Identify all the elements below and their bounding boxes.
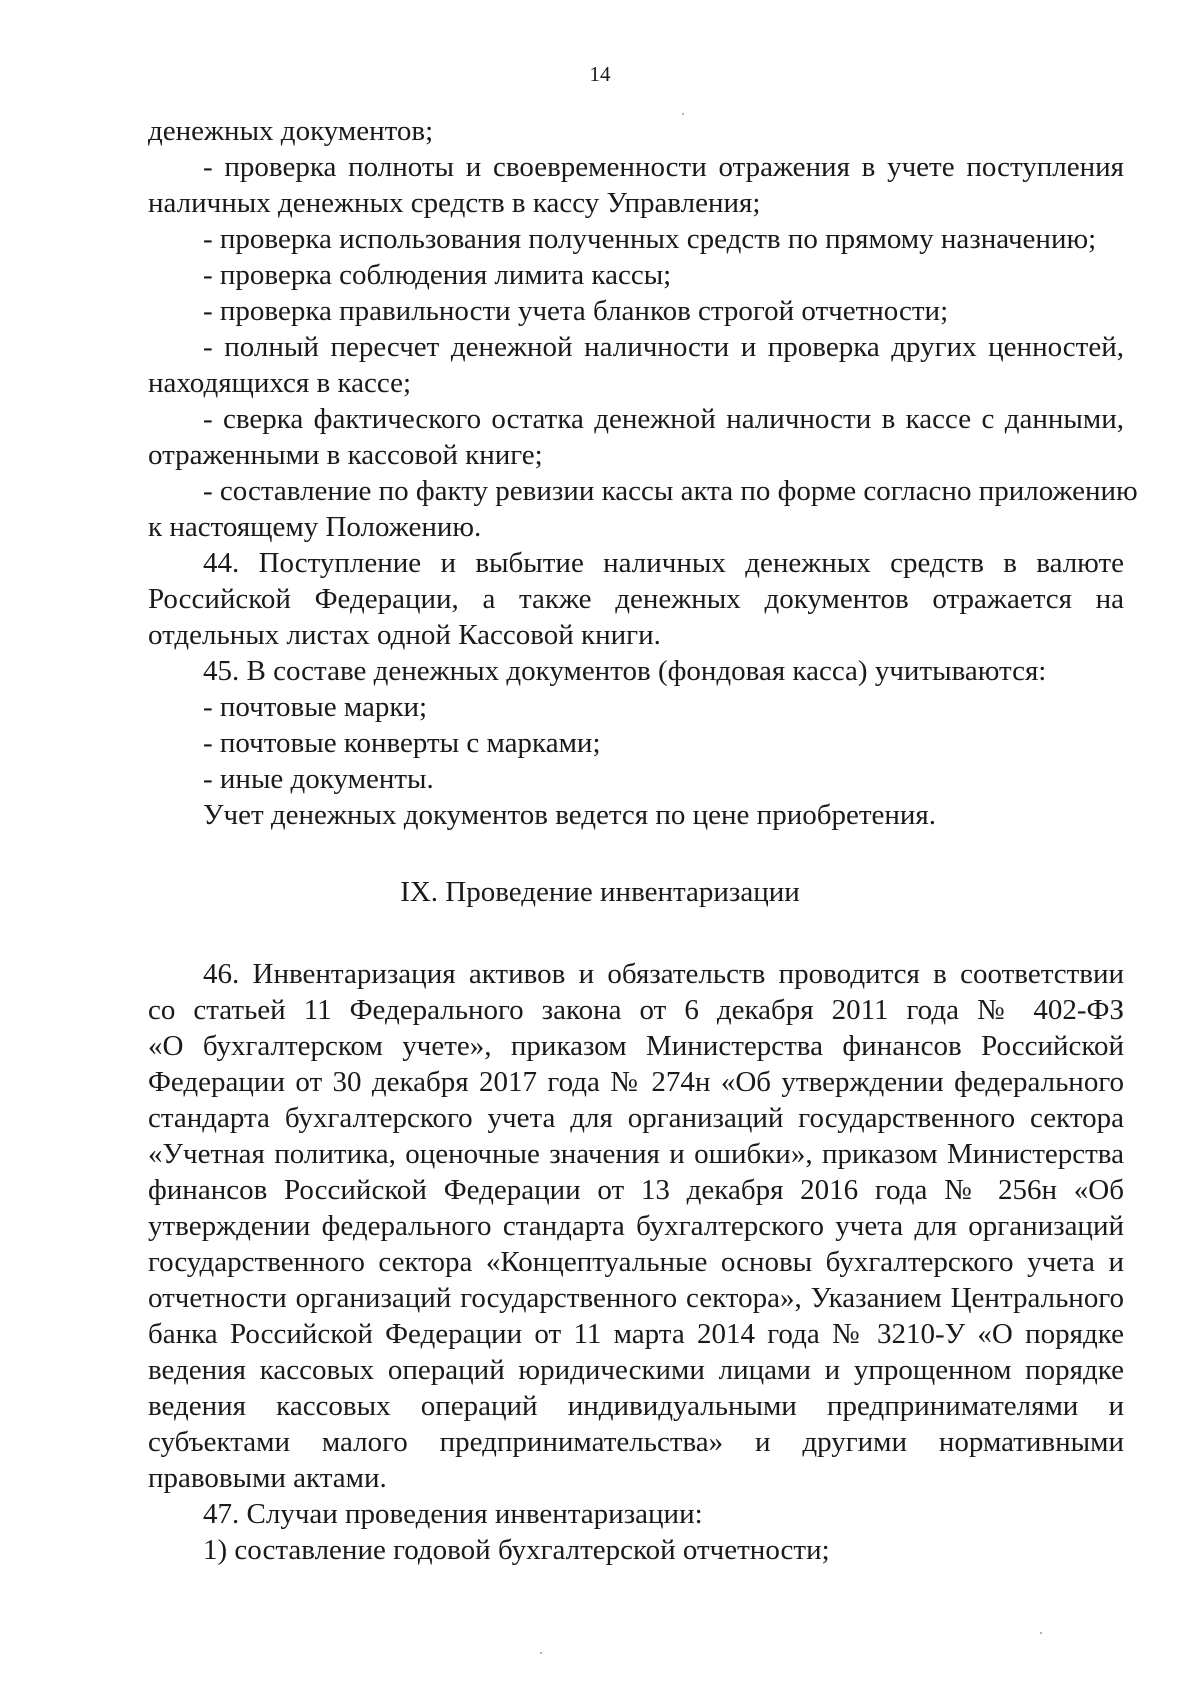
text-line: к настоящему Положению. <box>148 511 482 543</box>
text-line: 45. В составе денежных документов (фондовая касса) учитываются: <box>203 655 1047 687</box>
text-line: 44. Поступление и выбытие наличных денежных средств в валюте <box>203 547 1124 579</box>
text-line: - проверка соблюдения лимита кассы; <box>203 259 672 291</box>
text-line: ведения кассовых операций индивидуальными предпринимателями и <box>148 1390 1124 1422</box>
text-line: со статьей 11 Федерального закона от 6 декабря 2011 года № 402-ФЗ <box>148 994 1124 1026</box>
text-line: отраженными в кассовой книге; <box>148 439 543 471</box>
text-line: отдельных листах одной Кассовой книги. <box>148 619 661 651</box>
text-line: - полный пересчет денежной наличности и проверка других ценностей, <box>203 331 1124 363</box>
text-line: находящихся в кассе; <box>148 367 412 399</box>
text-line: Российской Федерации, а также денежных документов отражается на <box>148 583 1124 615</box>
text-line: наличных денежных средств в кассу Управления; <box>148 187 761 219</box>
text-line: денежных документов; <box>148 115 434 147</box>
text-line: «О бухгалтерском учете», приказом Министерства финансов Российской <box>148 1030 1124 1062</box>
text-line: - проверка полноты и своевременности отражения в учете поступления <box>203 151 1124 183</box>
text-line: финансов Российской Федерации от 13 декабря 2016 года № 256н «Об <box>148 1174 1124 1206</box>
section-heading: IX. Проведение инвентаризации <box>400 876 800 908</box>
scan-speck <box>682 113 684 115</box>
text-line: банка Российской Федерации от 11 марта 2014 года № 3210-У «О порядке <box>148 1318 1124 1350</box>
text-line: - проверка правильности учета бланков строгой отчетности; <box>203 295 949 327</box>
text-line: - сверка фактического остатка денежной наличности в кассе с данными, <box>203 403 1124 435</box>
scan-speck <box>540 1652 542 1654</box>
text-line: - почтовые марки; <box>203 691 428 723</box>
text-line: отчетности организаций государственного сектора», Указанием Центрального <box>148 1282 1124 1314</box>
text-line: 1) составление годовой бухгалтерской отчетности; <box>203 1534 830 1566</box>
text-line: 46. Инвентаризация активов и обязательств проводится в соответствии <box>203 958 1124 990</box>
text-line: - почтовые конверты с марками; <box>203 727 601 759</box>
page-number: 14 <box>589 62 611 86</box>
scan-speck <box>1040 1632 1042 1634</box>
text-line: ведения кассовых операций юридическими лицами и упрощенном порядке <box>148 1354 1124 1386</box>
text-line: правовыми актами. <box>148 1462 387 1494</box>
text-line: 47. Случаи проведения инвентаризации: <box>203 1498 703 1530</box>
text-line: Учет денежных документов ведется по цене приобретения. <box>203 799 937 831</box>
text-line: - проверка использования полученных средств по прямому назначению; <box>203 223 1097 255</box>
text-line: «Учетная политика, оценочные значения и ошибки», приказом Министерства <box>148 1138 1124 1170</box>
text-line: - иные документы. <box>203 763 434 795</box>
text-line: утверждении федерального стандарта бухгалтерского учета для организаций <box>148 1210 1124 1242</box>
text-line: государственного сектора «Концептуальные основы бухгалтерского учета и <box>148 1246 1124 1278</box>
text-line: стандарта бухгалтерского учета для организаций государственного сектора <box>148 1102 1124 1134</box>
text-line: субъектами малого предпринимательства» и другими нормативными <box>148 1426 1124 1458</box>
text-line: - составление по факту ревизии кассы акта по форме согласно приложению <box>203 475 1138 507</box>
text-line: Федерации от 30 декабря 2017 года № 274н «Об утверждении федерального <box>148 1066 1124 1098</box>
